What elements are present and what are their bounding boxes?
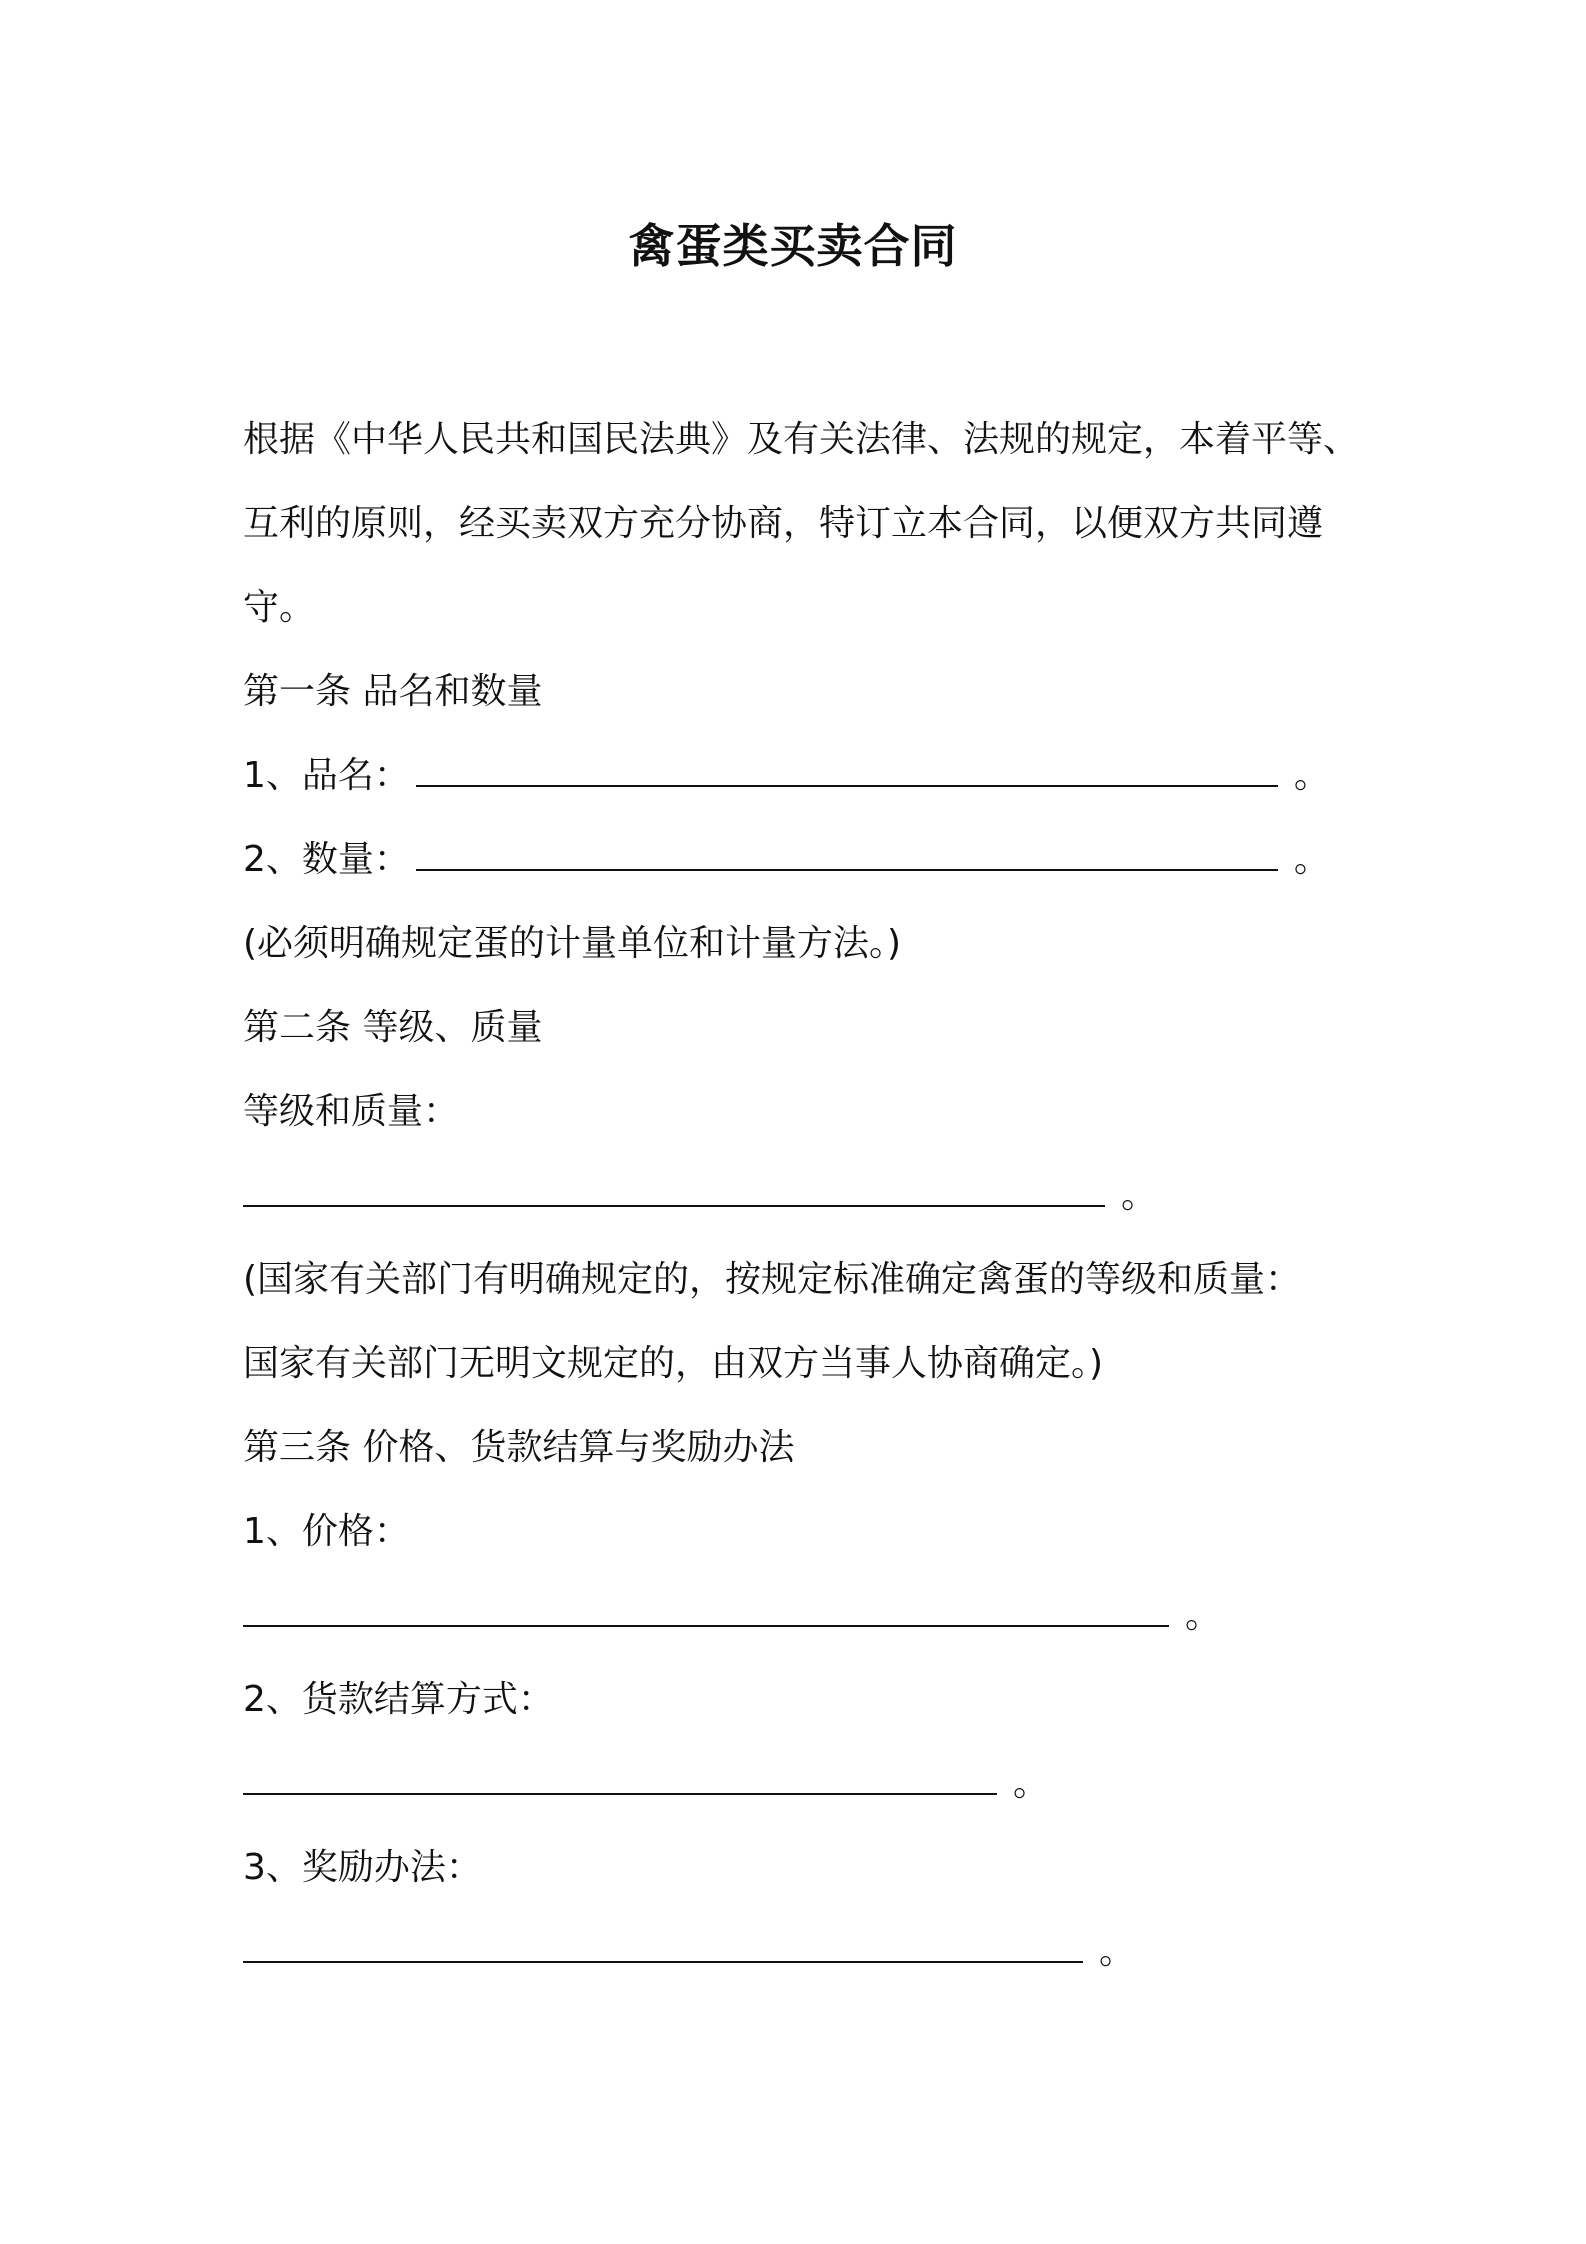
price-blank[interactable] (243, 1595, 1169, 1627)
article-1-item-quantity (243, 834, 1330, 886)
reward-method-blank-line (243, 1926, 1135, 1978)
end-mark: 。 (1293, 755, 1330, 796)
grade-quality-blank-line (243, 1170, 1157, 1222)
preamble-line-2: 互利的原则，经买卖双方充分协商，特订立本合同，以便双方共同遵 (243, 503, 1324, 544)
article-1-note: (必须明确规定蛋的计量单位和计量方法。) (243, 923, 902, 964)
end-mark: 。 (1013, 1763, 1050, 1804)
payment-method-blank[interactable] (243, 1763, 997, 1795)
item-quantity-blank[interactable] (416, 839, 1278, 871)
item-name-blank[interactable] (416, 755, 1278, 787)
article-2-heading: 第二条 等级、质量 (243, 1007, 543, 1048)
price-label: 1、价格： (243, 1511, 410, 1552)
reward-method-label: 3、奖励办法： (243, 1847, 482, 1888)
item-quantity-label: 2、数量： (243, 839, 410, 880)
end-mark: 。 (1185, 1595, 1222, 1636)
payment-method-blank-line (243, 1758, 1049, 1810)
item-name-label: 1、品名： (243, 755, 410, 796)
article-2-note-line-2: 国家有关部门无明文规定的，由双方当事人协商确定。) (243, 1343, 1104, 1384)
end-mark: 。 (1121, 1175, 1158, 1216)
article-1-item-name (243, 750, 1330, 802)
article-2-note-line-1: (国家有关部门有明确规定的，按规定标准确定禽蛋的等级和质量： (243, 1259, 1302, 1300)
end-mark: 。 (1099, 1931, 1136, 1972)
preamble-line-3: 守。 (243, 587, 316, 628)
payment-method-label: 2、货款结算方式： (243, 1679, 554, 1720)
preamble-line-1: 根据《中华人民共和国民法典》及有关法律、法规的规定，本着平等、 (243, 419, 1360, 460)
end-mark: 。 (1293, 839, 1330, 880)
price-blank-line (243, 1590, 1221, 1642)
grade-quality-label: 等级和质量： (243, 1091, 460, 1132)
article-3-heading: 第三条 价格、货款结算与奖励办法 (243, 1427, 795, 1468)
document-title: 禽蛋类买卖合同 (628, 219, 958, 273)
article-1-heading: 第一条 品名和数量 (243, 671, 543, 712)
reward-method-blank[interactable] (243, 1931, 1083, 1963)
grade-quality-blank[interactable] (243, 1175, 1105, 1207)
